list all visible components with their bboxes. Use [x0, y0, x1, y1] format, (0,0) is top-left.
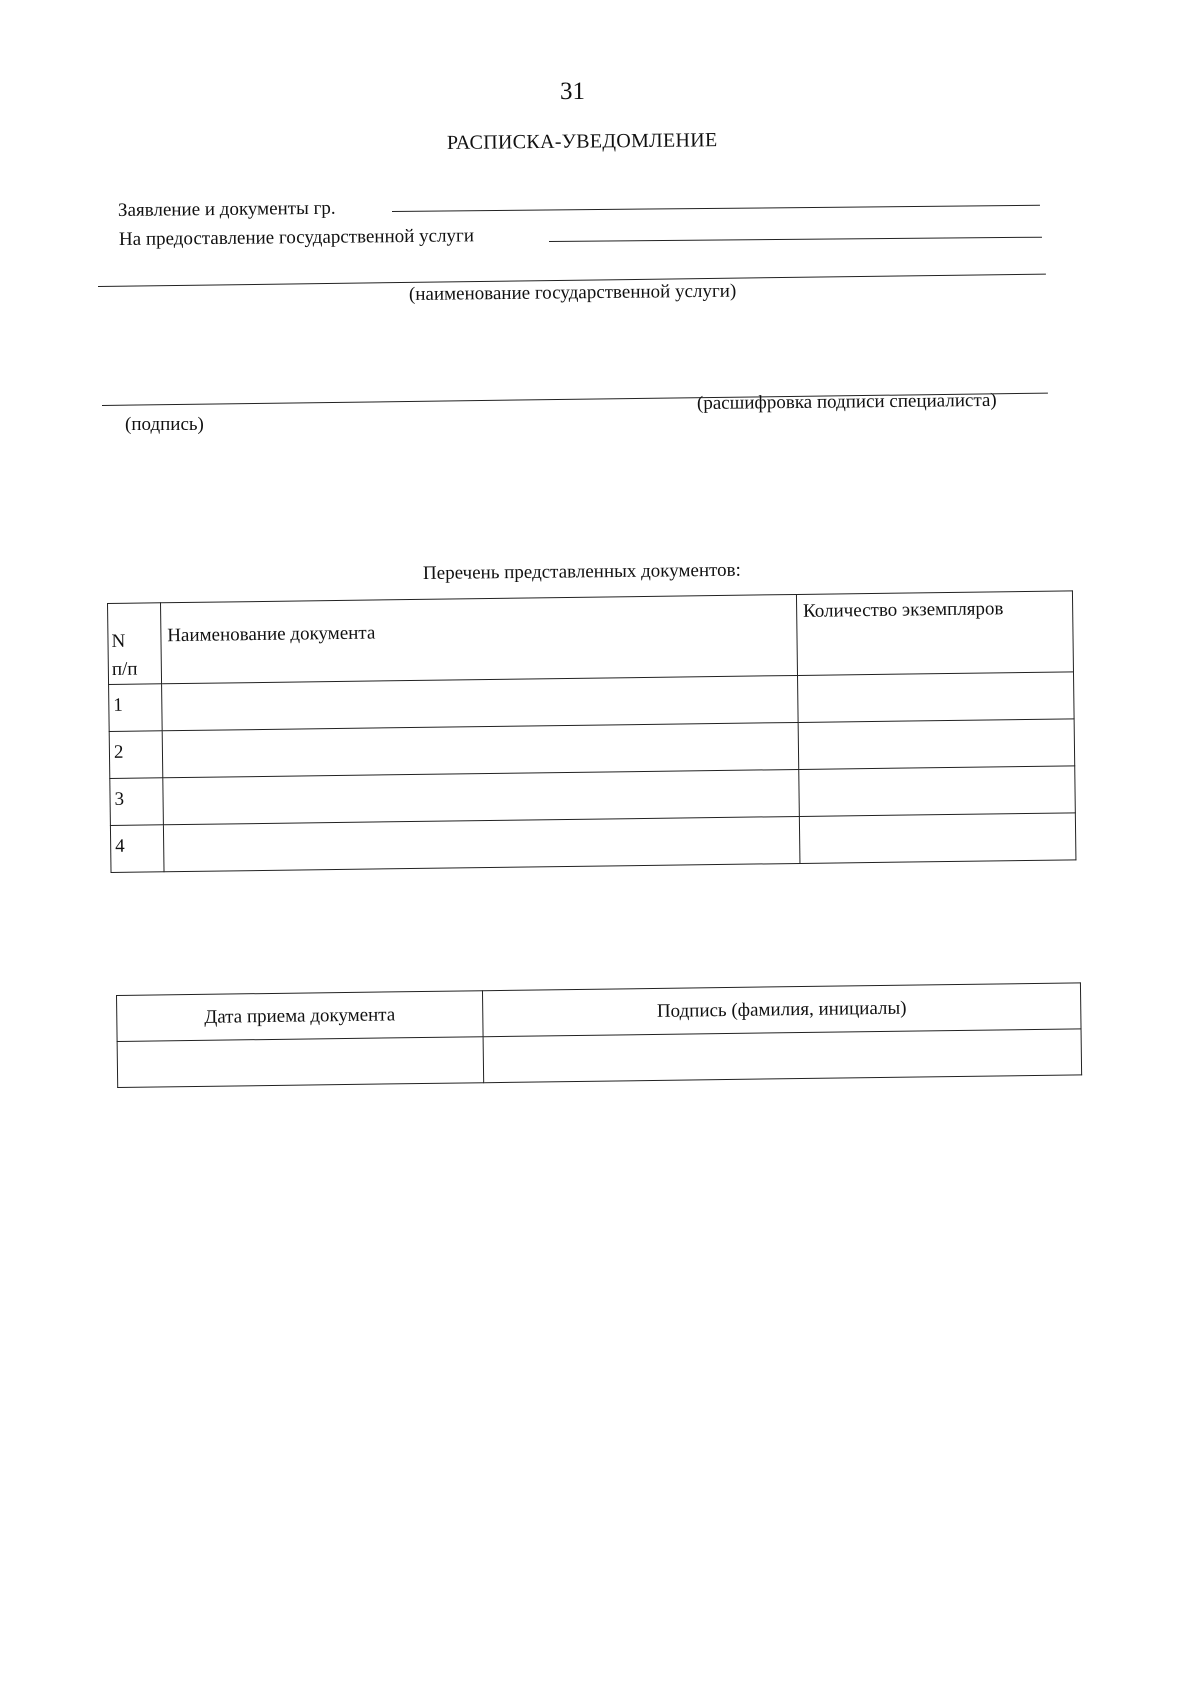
applicant-label: Заявление и документы гр. — [117, 197, 336, 221]
signature-caption: (подпись) — [125, 414, 204, 435]
receipt-table — [116, 982, 1082, 1088]
document-name-cell[interactable] — [162, 722, 799, 777]
page-number: 31 — [560, 78, 585, 105]
document-name-cell[interactable] — [161, 675, 798, 730]
document-title: РАСПИСКА-УВЕДОМЛЕНИЕ — [446, 129, 718, 154]
documents-list-heading: Перечень представленных документов: — [422, 559, 741, 584]
header-number-line2: п/п — [111, 658, 138, 680]
header-quantity: Количество экземпляров — [796, 591, 1073, 676]
document-name-cell[interactable] — [163, 769, 800, 824]
applicant-name-line[interactable] — [392, 205, 1040, 212]
documents-table — [107, 590, 1076, 873]
quantity-cell[interactable] — [797, 672, 1074, 723]
quantity-cell[interactable] — [798, 719, 1075, 770]
service-caption: (наименование государственной услуги) — [408, 280, 737, 305]
row-number: 4 — [110, 825, 163, 873]
header-receipt-signature: Подпись (фамилия, инициалы) — [482, 983, 1081, 1037]
row-number: 1 — [109, 684, 162, 732]
signature-decode-caption: (расшифровка подписи специалиста) — [696, 389, 997, 414]
header-receipt-date: Дата приема документа — [117, 991, 483, 1042]
receipt-date-cell[interactable] — [117, 1037, 483, 1088]
row-number: 2 — [109, 731, 162, 779]
header-document-name: Наименование документа — [160, 594, 797, 683]
quantity-cell[interactable] — [799, 766, 1076, 817]
service-label: На предоставление государственной услуги — [118, 225, 475, 250]
header-number-line1: N — [111, 630, 126, 652]
documents-table-header — [108, 591, 1074, 685]
header-number — [108, 603, 162, 685]
receipt-signature-cell[interactable] — [483, 1029, 1082, 1083]
quantity-cell[interactable] — [799, 813, 1076, 864]
service-name-line[interactable] — [549, 237, 1042, 242]
document-name-cell[interactable] — [163, 816, 800, 871]
row-number: 3 — [110, 778, 163, 826]
